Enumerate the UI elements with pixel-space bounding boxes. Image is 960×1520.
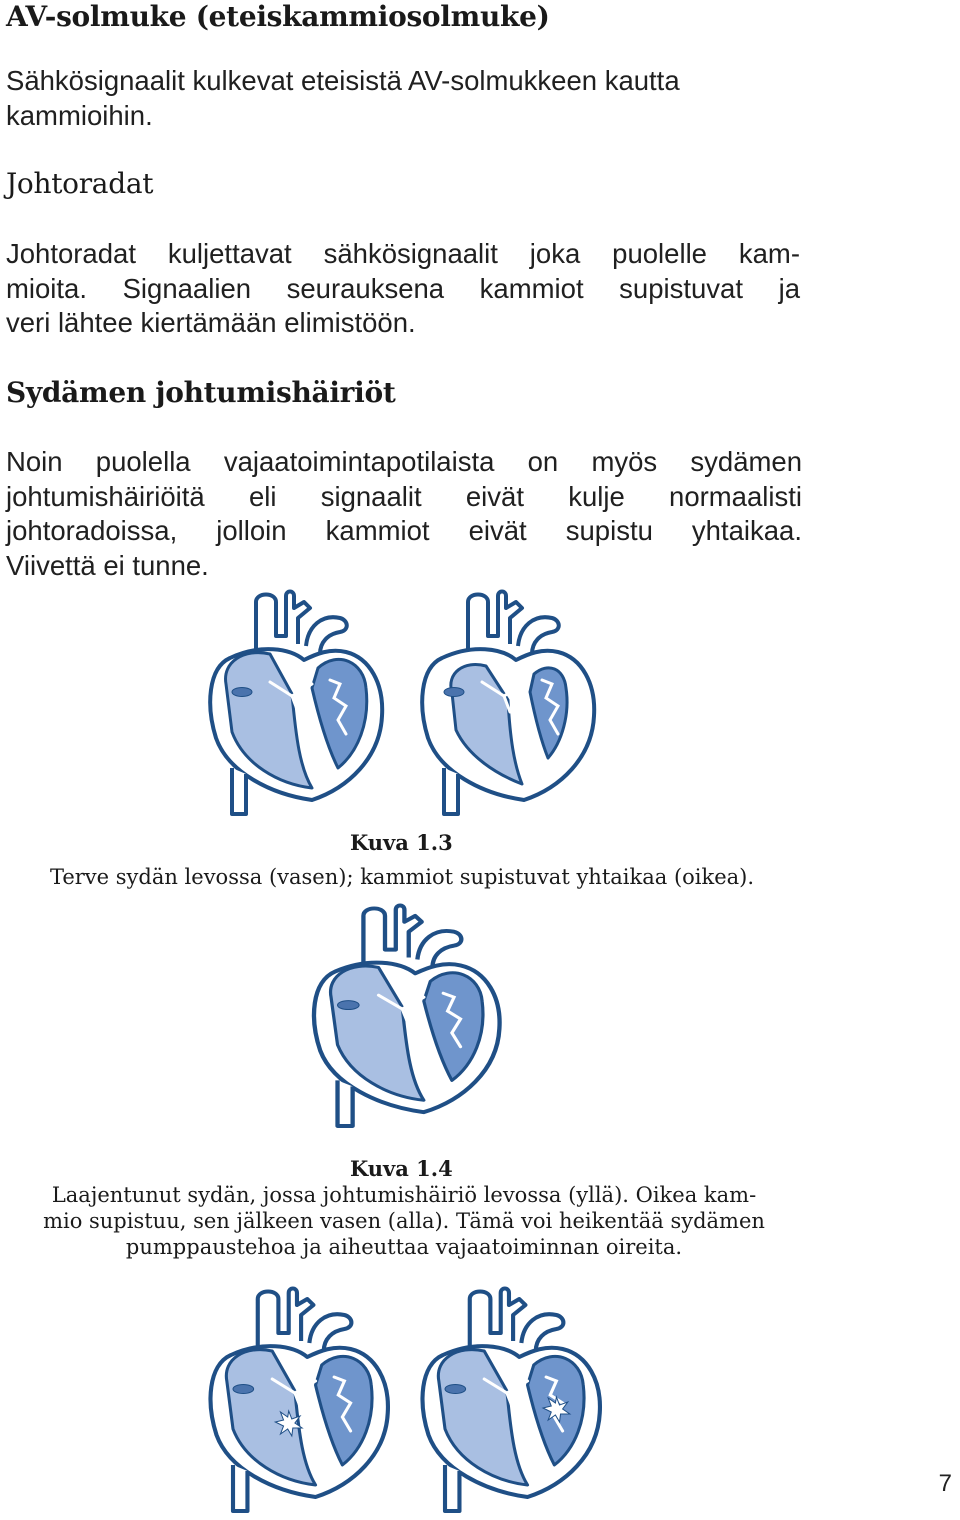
caption-line: mio supistuu, sen jälkeen vasen (alla). Tämä voi heikentää sydämen xyxy=(43,1209,765,1233)
figure-1-3-title: Kuva 1.3 xyxy=(350,830,453,855)
pulmonary-vessel xyxy=(309,1314,351,1351)
aorta-vessel xyxy=(258,1289,314,1348)
node-marker xyxy=(444,688,464,697)
paragraph-av-node xyxy=(6,64,806,133)
figure-1-3-caption: Terve sydän levossa (vasen); kammiot supistuvat yhtaikaa (oikea). xyxy=(49,865,755,889)
caption-line: pumppaustehoa ja aiheuttaa vajaatoiminnan oireita. xyxy=(125,1235,683,1259)
pulmonary-vessel xyxy=(306,617,347,654)
vena-cava-vessel xyxy=(233,1465,247,1511)
vena-cava-vessel xyxy=(444,768,458,814)
text-line: johtumishäiriöitä eli signaalit eivät kulje normaalisti xyxy=(6,480,802,512)
heading-disorders: Sydämen johtumishäiriöt xyxy=(6,376,396,409)
node-marker xyxy=(445,1385,466,1394)
pulmonary-vessel xyxy=(521,1314,563,1351)
figure-1-4-title: Kuva 1.4 xyxy=(350,1156,453,1181)
node-marker xyxy=(232,688,252,697)
vena-cava-vessel xyxy=(232,768,246,814)
text-line: Noin puolella vajaatoimintapotilaista on myös sydämen xyxy=(6,446,802,477)
text-line: johtoradoissa, jolloin kammiot eivät supistu yhtaikaa. xyxy=(6,515,802,546)
text-line: veri lähtee kiertämään elimistöön. xyxy=(6,307,416,338)
pulmonary-vessel xyxy=(417,931,461,967)
text-line: kammioihin. xyxy=(6,99,153,131)
node-marker xyxy=(338,1001,360,1010)
text-line: mioita. Signaalien seurauksena kammiot supistuvat ja xyxy=(6,272,800,304)
paragraph-disorders xyxy=(6,445,802,583)
heart-illustration-left-ventricle-contracting xyxy=(412,1285,608,1515)
heading-pathways: Johtoradat xyxy=(6,167,154,200)
heart-illustration-enlarged-resting xyxy=(303,902,508,1130)
heading-av-node: AV-solmuke (eteiskammiosolmuke) xyxy=(6,0,550,33)
aorta-vessel xyxy=(468,592,522,651)
paragraph-pathways xyxy=(6,237,800,341)
heart-illustration-contracting xyxy=(412,588,602,818)
vena-cava-vessel xyxy=(445,1465,459,1511)
aorta-vessel xyxy=(256,592,310,651)
aorta-vessel xyxy=(363,905,421,963)
node-marker xyxy=(233,1385,254,1394)
page-number: 7 xyxy=(938,1470,952,1497)
text-line: Johtoradat kuljettavat sähkösignaalit joka puolelle kam- xyxy=(6,238,800,269)
aorta-vessel xyxy=(470,1289,526,1348)
heart-illustration-right-ventricle-contracting xyxy=(200,1285,396,1515)
pulmonary-vessel xyxy=(518,617,559,654)
text-line: Viivettä ei tunne. xyxy=(6,549,209,581)
heart-illustration-resting xyxy=(200,588,390,818)
vena-cava-vessel xyxy=(338,1080,353,1126)
figure-1-4-caption xyxy=(14,1182,794,1260)
text-line: Sähkösignaalit kulkevat eteisistä AV-solmukkeen kautta xyxy=(6,65,680,96)
caption-line: Laajentunut sydän, jossa johtumishäiriö levossa (yllä). Oikea kam- xyxy=(51,1183,757,1207)
